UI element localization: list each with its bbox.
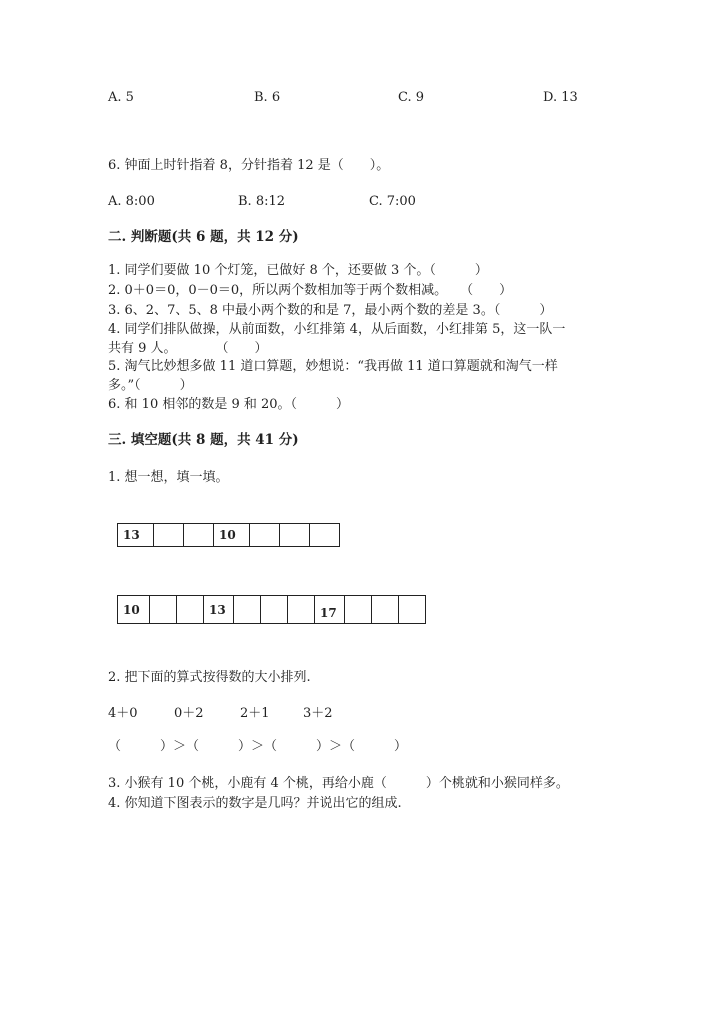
question-6: 6. 钟面上时针指着 8，分针指着 12 是（ ）。	[108, 158, 390, 173]
fill-question-2: 2. 把下面的算式按得数的大小排列.	[108, 670, 311, 685]
grid-cell: 17	[315, 596, 345, 624]
grid-cell[interactable]	[280, 524, 310, 547]
option-a: A. 5	[108, 90, 134, 105]
judge-line: 3. 6、2、7、5、8 中最小两个数的和是 7，最小两个数的差是 3。（ ）	[108, 303, 553, 318]
expression: 3＋2	[303, 706, 333, 721]
grid-cell[interactable]	[261, 596, 288, 624]
judge-line: 共有 9 人。 （ ）	[108, 341, 268, 356]
grid-cell[interactable]	[177, 596, 204, 624]
grid-cell[interactable]	[184, 524, 214, 547]
judge-line: 1. 同学们要做 10 个灯笼，已做好 8 个，还要做 3 个。（ ）	[108, 263, 488, 278]
section-2-heading: 二. 判断题(共 6 题，共 12 分)	[108, 229, 299, 245]
expression: 0＋2	[174, 706, 204, 721]
judge-line: 多。”（ ）	[108, 378, 193, 393]
judge-line: 4. 同学们排队做操，从前面数，小红排第 4，从后面数，小红排第 5，这一队一	[108, 322, 566, 337]
q6-option-b: B. 8:12	[238, 194, 286, 209]
judge-line: 6. 和 10 相邻的数是 9 和 20。（ ）	[108, 397, 350, 412]
grid-cell[interactable]	[234, 596, 261, 624]
grid-cell[interactable]	[345, 596, 372, 624]
grid-cell[interactable]	[250, 524, 280, 547]
judge-line: 5. 淘气比妙想多做 11 道口算题，妙想说：“我再做 11 道口算题就和淘气一样	[108, 359, 558, 374]
grid-cell: 13	[118, 524, 154, 547]
section-3-heading: 三. 填空题(共 8 题，共 41 分)	[108, 432, 299, 448]
number-grid-2	[117, 595, 426, 624]
grid-cell: 10	[118, 596, 150, 624]
grid-cell: 13	[204, 596, 234, 624]
fill-question-4: 4. 你知道下图表示的数字是几吗？并说出它的组成.	[108, 796, 402, 811]
number-grid-1	[117, 523, 340, 547]
fill-question-3: 3. 小猴有 10 个桃，小鹿有 4 个桃，再给小鹿（ ）个桃就和小猴同样多。	[108, 776, 569, 791]
q6-option-c: C. 7:00	[369, 194, 416, 209]
grid-cell: 10	[214, 524, 250, 547]
option-c: C. 9	[398, 90, 425, 105]
expression: 2＋1	[240, 706, 270, 721]
grid-cell[interactable]	[399, 596, 426, 624]
grid-cell[interactable]	[154, 524, 184, 547]
order-answer-line: （ ）＞（ ）＞（ ）＞（ ）	[108, 739, 408, 754]
expression: 4＋0	[108, 706, 138, 721]
grid-cell[interactable]	[150, 596, 177, 624]
grid-cell[interactable]	[288, 596, 315, 624]
grid-cell[interactable]	[310, 524, 340, 547]
q6-option-a: A. 8:00	[108, 194, 155, 209]
fill-question-1: 1. 想一想，填一填。	[108, 470, 229, 485]
grid-cell[interactable]	[372, 596, 399, 624]
option-d: D. 13	[543, 90, 578, 105]
judge-line: 2. 0＋0＝0，0－0＝0，所以两个数相加等于两个数相减。 （ ）	[108, 283, 513, 298]
option-b: B. 6	[254, 90, 281, 105]
